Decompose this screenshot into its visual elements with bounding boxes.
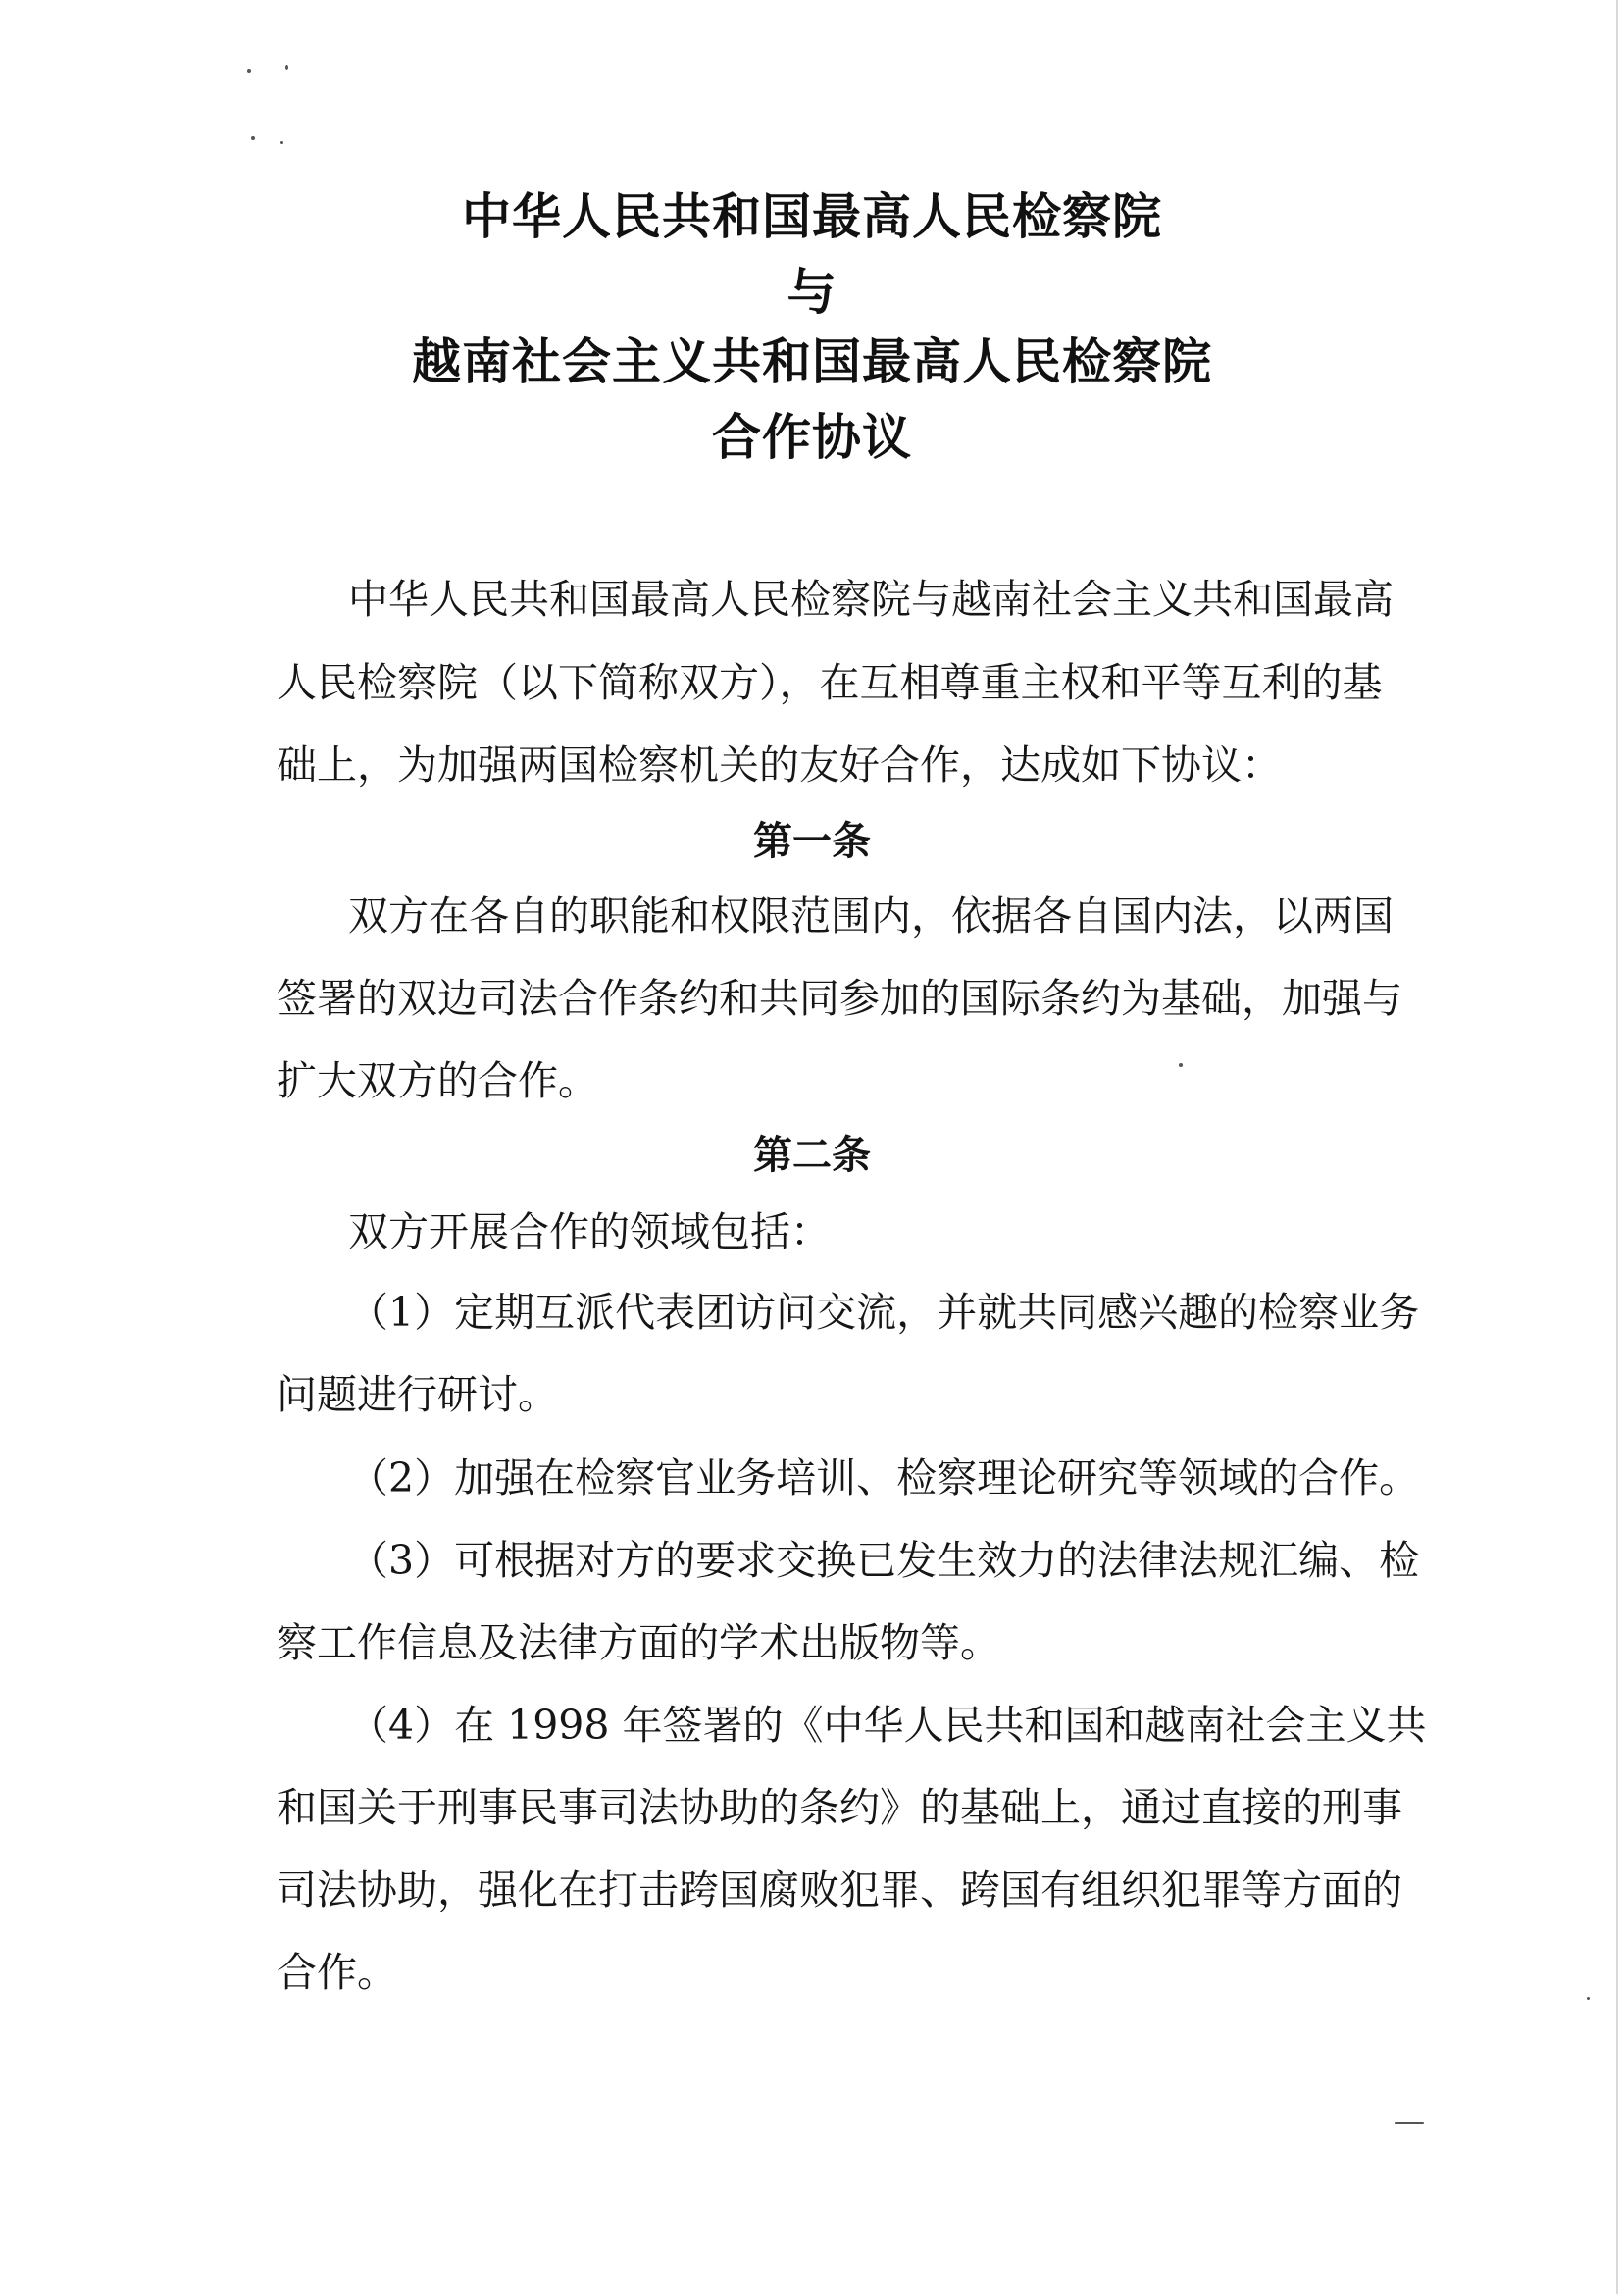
scan-speck: [285, 65, 288, 70]
article-2-item-4-line: 和国关于刑事民事司法协助的条约》的基础上，通过直接的刑事: [277, 1784, 1402, 1831]
scan-speck: [280, 141, 283, 144]
scan-speck: [251, 136, 255, 140]
scan-speck: [1395, 2122, 1424, 2124]
article-2-intro: 双方开展合作的领域包括：: [348, 1208, 831, 1255]
preamble-line: 础上，为加强两国检察机关的友好合作，达成如下协议：: [277, 741, 1282, 789]
article-1-line: 签署的双边司法合作条约和共同参加的国际条约为基础，加强与: [277, 975, 1402, 1022]
document-title-line-4: 合作协议: [712, 409, 912, 466]
article-2-item-3-line: （3）可根据对方的要求交换已发生效力的法律法规汇编、检: [348, 1537, 1420, 1584]
article-1-line: 双方在各自的职能和权限范围内，依据各自国内法，以两国: [348, 892, 1394, 940]
article-2-item-4-line: （4）在 1998 年签署的《中华人民共和国和越南社会主义共: [348, 1702, 1427, 1749]
article-2-item-2-line: （2）加强在检察官业务培训、检察理论研究等领域的合作。: [348, 1454, 1420, 1502]
article-2-heading: 第二条: [753, 1133, 871, 1178]
article-2-item-1-line: （1）定期互派代表团访问交流，并就共同感兴趣的检察业务: [348, 1289, 1420, 1336]
scan-speck: [1587, 1997, 1590, 2000]
article-2-item-4-line: 司法协助，强化在打击跨国腐败犯罪、跨国有组织犯罪等方面的: [277, 1866, 1402, 1913]
article-1-line: 扩大双方的合作。: [277, 1057, 598, 1104]
article-1-heading: 第一条: [753, 819, 871, 864]
document-title-line-1: 中华人民共和国最高人民检察院: [462, 188, 1162, 245]
document-title-line-3: 越南社会主义共和国最高人民检察院: [412, 333, 1212, 390]
article-2-item-3-line: 察工作信息及法律方面的学术出版物等。: [277, 1619, 1000, 1666]
preamble-line: 中华人民共和国最高人民检察院与越南社会主义共和国最高: [348, 576, 1394, 623]
preamble-line: 人民检察院（以下简称双方），在互相尊重主权和平等互利的基: [277, 659, 1383, 706]
article-2-item-1-line: 问题进行研讨。: [277, 1371, 558, 1418]
article-2-item-4-line: 合作。: [277, 1949, 397, 1996]
scan-speck: [247, 69, 251, 73]
document-title-line-2: 与: [787, 264, 837, 321]
